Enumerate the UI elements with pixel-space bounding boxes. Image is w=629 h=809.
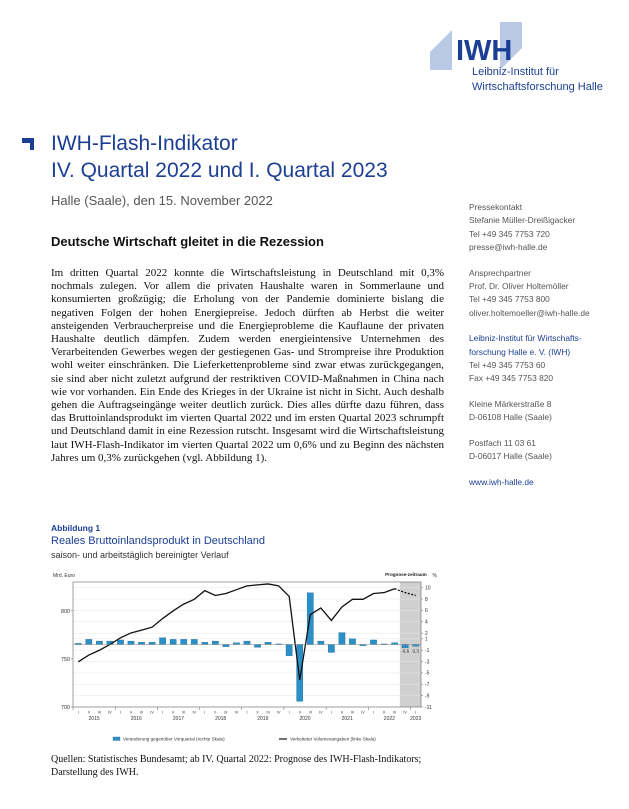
gdp-chart: [51, 566, 446, 752]
left-tick-label: 800: [61, 608, 70, 615]
right-tick-label: 10: [425, 585, 431, 592]
figure-label: Abbildung 1: [51, 523, 101, 533]
iwh-logo: [430, 22, 522, 70]
bar: [286, 645, 292, 656]
quarter-label: II: [298, 710, 301, 715]
figure-title: Reales Bruttoinlandsprodukt in Deutschland: [51, 535, 266, 547]
legend-line-label: Verketteter Volumenangaben (linke Skala): [290, 736, 376, 742]
subheading: Deutsche Wirtschaft gleitet in die Rezession: [51, 234, 324, 249]
pobox: Postfach 11 03 61: [469, 437, 536, 448]
year-label: 2016: [130, 716, 142, 722]
contact-name: Prof. Dr. Oliver Holtemöller: [469, 281, 569, 292]
right-tick-label: 8: [425, 596, 428, 603]
logo-name-line2: Wirtschaftsforschung Halle: [472, 81, 603, 93]
quarter-label: II: [383, 710, 386, 715]
quarter-label: II: [214, 710, 217, 715]
quarter-label: I: [415, 710, 417, 715]
forecast-value-label: 0,3: [412, 648, 419, 654]
page-title-line1: IWH-Flash-Indikator: [51, 132, 238, 155]
sources-line2: Darstellung des IWH.: [51, 766, 139, 778]
logo-acronym: IWH: [456, 35, 513, 67]
right-tick-label: -3: [425, 659, 430, 666]
quarter-label: I: [204, 710, 206, 715]
right-tick-label: -11: [425, 704, 432, 711]
title-arrow-icon: [22, 138, 34, 150]
page-title-line2: IV. Quartal 2022 und I. Quartal 2023: [51, 159, 388, 182]
org-fax: Fax +49 345 7753 820: [469, 373, 554, 384]
bar: [191, 639, 197, 644]
bar: [265, 642, 271, 644]
bar: [244, 641, 250, 644]
quarter-label: IV: [192, 710, 197, 715]
quarter-label: II: [172, 710, 175, 715]
bar: [117, 640, 123, 645]
quarter-label: III: [350, 710, 355, 715]
quarter-label: II: [87, 710, 90, 715]
legend-bar-swatch: [113, 737, 120, 741]
bar: [370, 640, 376, 645]
bar: [349, 639, 355, 645]
quarter-label: IV: [234, 710, 239, 715]
quarter-label: I: [77, 710, 79, 715]
bar: [128, 641, 134, 644]
year-label: 2022: [383, 716, 395, 722]
quarter-label: I: [330, 710, 332, 715]
quarter-label: I: [119, 710, 121, 715]
forecast-label: Prognose-zeitraum: [385, 572, 427, 577]
bar: [223, 645, 229, 647]
press-email-link[interactable]: presse@iwh-halle.de: [469, 242, 548, 253]
bar: [402, 645, 408, 648]
website-link[interactable]: www.iwh-halle.de: [469, 476, 534, 487]
bar: [86, 639, 92, 644]
quarter-label: I: [162, 710, 164, 715]
quarter-label: I: [288, 710, 290, 715]
forecast-value-label: -0,6: [401, 648, 410, 654]
quarter-label: III: [97, 710, 101, 715]
quarter-label: III: [224, 710, 228, 715]
sources-line1: Quellen: Statistisches Bundesamt; ab IV. Quartal 2022: Prognose des IWH-Flash-Indikators;: [51, 754, 422, 765]
quarter-label: III: [139, 710, 144, 715]
right-tick-label: 4: [425, 619, 428, 626]
quarter-label: III: [266, 710, 270, 715]
sidebar-contacts: [469, 201, 619, 501]
bar: [328, 645, 334, 653]
bar: [181, 639, 187, 644]
bar: [254, 645, 260, 648]
quarter-label: IV: [150, 710, 154, 715]
quarter-label: III: [393, 710, 397, 715]
contact-heading: Ansprechpartner: [469, 267, 531, 278]
right-tick-label: -9: [425, 693, 430, 700]
bar: [170, 639, 176, 644]
quarter-label: II: [340, 710, 343, 715]
sources-note: [51, 754, 446, 779]
org-name-line1: Leibniz-Institut für Wirtschafts-: [469, 333, 582, 344]
bar: [391, 643, 397, 645]
press-name: Stefanie Müller-Dreißigacker: [469, 215, 576, 226]
quarter-label: I: [373, 710, 375, 715]
right-axis-label: %: [432, 573, 437, 579]
right-tick-label: -1: [425, 647, 430, 654]
right-tick-label: 2: [425, 630, 428, 637]
bar: [318, 641, 324, 644]
contact-tel: Tel +49 345 7753 800: [469, 294, 550, 305]
year-label: 2023: [410, 716, 422, 722]
quarter-label: IV: [319, 710, 323, 715]
year-label: 2015: [88, 716, 100, 722]
dateline: Halle (Saale), den 15. November 2022: [51, 193, 273, 208]
body-paragraph: Im dritten Quartal 2022 konnte die Wirtschaftsleistung in Deutschland mit 0,3% nochmals zulegen. Vor allem die privaten Haushalte waren in Sommerlaune und konsumierten großzügig; die Erholung von der Pandemie dominierte bislang die negativen Folgen der hohen Energiepreise. Jedoch dürften ab Herbst die weiter ansteigenden Verbraucherpreise und die Energieprobleme die Kauflaune der privaten Haushalte deutlich dämpfen. Zudem werden energieintensive Unternehmen des Verarbeitenden Gewerbes wegen der gestiegenen Gas- und Strompreise ihre Produktion wohl weiter einschränken. Die Lieferkettenprobleme sind zwar etwas zurückgegangen, sie sind aber nicht zuletzt aufgrund der restriktiven COVID-Maßnahmen in China nach wie vor vorhanden. Ein Ende des Krieges in der Ukraine ist nicht in Sicht. Auch deshalb gehen die Auftragseingänge weiter deutlich zurück. Dies alles dürfte dazu führen, dass das Bruttoinlandsprodukt im vierten Quartal 2022 und im ersten Quartal 2023 schrumpft und Deutschland damit in eine Rezession rutscht. Insgesamt wird die Wirtschaftsleistung laut IWH-Flash-Indikator im vierten Quartal 2022 um 0,6% und zu Beginn des nächsten Jahres um 0,3% zurückgehen (vgl. Abbildung 1).: [51, 267, 444, 464]
left-tick-label: 700: [61, 705, 70, 711]
bar: [233, 643, 239, 645]
bar: [96, 641, 102, 644]
bar: [212, 641, 218, 644]
bar: [339, 633, 345, 645]
right-tick-label: -5: [425, 670, 430, 677]
quarter-label: I: [246, 710, 248, 715]
city-address: D-06108 Halle (Saale): [469, 412, 552, 423]
bar: [138, 642, 144, 644]
bar: [159, 638, 165, 645]
org-name-line2: forschung Halle e. V. (IWH): [469, 346, 571, 357]
year-label: 2019: [257, 716, 269, 722]
org-tel: Tel +49 345 7753 60: [469, 360, 546, 371]
quarter-label: IV: [108, 710, 112, 715]
press-heading: Pressekontakt: [469, 202, 523, 212]
quarter-label: III: [182, 710, 186, 715]
year-label: 2021: [341, 716, 353, 722]
quarter-label: IV: [276, 710, 281, 715]
quarter-label: II: [129, 710, 133, 715]
right-tick-label: 6: [425, 608, 428, 615]
left-tick-label: 750: [61, 656, 70, 663]
legend-bar-label: Veränderung gegenüber Vorquartal (rechte Skala): [123, 736, 225, 742]
quarter-label: IV: [403, 710, 407, 715]
street-address: Kleine Märkerstraße 8: [469, 398, 552, 409]
press-tel: Tel +49 345 7753 720: [469, 228, 550, 239]
right-tick-label: -7: [425, 682, 430, 689]
pobox-city: D-06017 Halle (Saale): [469, 451, 552, 462]
quarter-label: III: [308, 710, 312, 715]
logo-shape-left: [430, 30, 452, 70]
quarter-label: II: [256, 710, 259, 715]
year-label: 2017: [172, 716, 185, 722]
bar: [149, 642, 155, 644]
year-label: 2018: [215, 716, 227, 722]
bar: [413, 645, 419, 647]
left-axis-label: Mrd. Euro: [53, 573, 75, 579]
year-label: 2020: [299, 716, 311, 722]
figure-subtitle: saison- und arbeitstäglich bereinigter Verlauf: [51, 550, 229, 560]
bar: [297, 645, 303, 702]
quarter-label: IV: [361, 710, 365, 715]
logo-name-line1: Leibniz-Institut für: [472, 66, 559, 78]
bar: [202, 642, 208, 644]
contact-email-link[interactable]: oliver.holtemoeller@iwh-halle.de: [469, 307, 590, 318]
right-tick-label: 1: [425, 636, 428, 643]
